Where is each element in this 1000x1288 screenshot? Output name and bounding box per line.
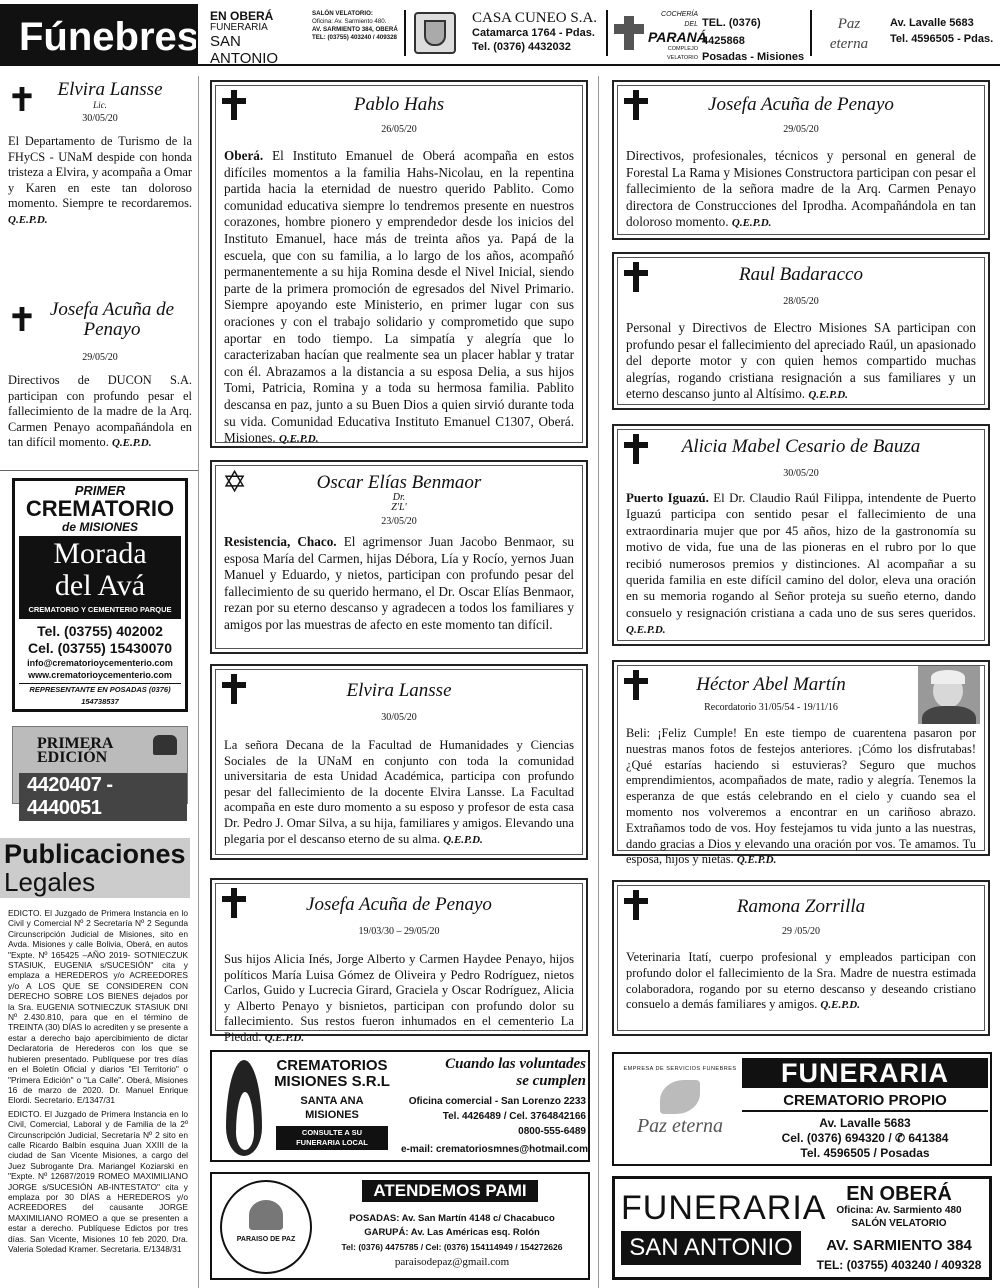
notice-title: Dr. [392,492,406,503]
notice-text: Directivos de DUCON S.A. participan con profundo pesar el fallecimiento de la madre de la Arq. Carmen Penayo acompañándola en tan difícil momento. [8,373,192,450]
notice-body [626,726,976,869]
notice-pablo-hahs [210,80,588,448]
ad-line: EN OBERÁ [846,1183,952,1205]
notice-name: Ramona Zorrilla [736,896,866,917]
ad-line: PARAISO DE PAZ [236,1236,296,1243]
notice-text: Personal y Directivos de Electro Misiones SA participan con profundo pesar el fallecimiento del apreciado Raúl, un apasionado del deporte motor y con quien hemos compartido muchas alegrías, rogando cristiana resignación a sus familiares y un eterno descanso junto al Altísimo. [626,320,976,402]
ad-line: Oficina: Av. Sarmiento 480. [312,18,387,25]
edict: EDICTO. El Juzgado de Primera Instancia en lo Civil y Comercial Nº 2 Secretaría Nº 2 Segunda Circunscripción Judicial de Misiones, sito en Avda. Misiones y calle Bolivia, Oberá, en autos "Expte. Nº 165425 –AÑO 2019- SOTNIECZUK STASIUK, EUGENIA s/SUCESIÓN" cita y emplaza a HEREDEROS y/o ACREEDORES y/o A LOS QUE SE CONSIDEREN CON DERECHO SOBRE LOS BIENES dejados por la Sra. EUGENIA SOTNIECZUK STASIUK DNI Nº 2.430.810, para que en el término de TREINTA (30) DÍAS lo acrediten y se presente a estar a derecho bajo apercibimiento de dictar Declaratoria de Herederos con los que se hubieren presentado. Publíquese por tres días en el Boletín Oficial y diarios "El Territorio" o "Primera Edición" o "La Calle". Oberá, Misiones 16 de marzo de 2020. Dr. Manuel Enrique Elordi. Secretario. E/1347/31 [8,908,188,1106]
notice-elvira-lansse [210,664,588,860]
notice-text: Directivos, profesionales, técnicos y personal en general de Forestal La Rama y Misiones Constructora participan con pesar el fallecimiento de la señora madre de la Arq. Carmen Penayo directora de Construcciones del Iprodha. Acompañándola en tan doloroso momento. [626,148,976,230]
notice-ramona-zorrilla [612,880,990,1036]
ad-line: EDICIÓN [37,749,108,766]
notice-text: La señora Decana de la Facultad de Humanidades y Ciencias Sociales de la UNaM en conjunto con toda la comunidad universitaria de esta Unidad Académica, participa con profundo pesar del fallecimiento de la docente Elvira Lansse. La Facultad acompaña en este duro momento a su esposo y profesor de esta casa Dr. Pedro J. Omar Silva, a su hija, familiares y amigos. Elevando una plegaria por el descanso eterno de su alma. [224,738,574,846]
notice-date: 30/05/20 [82,113,118,124]
notice-date: 30/05/20 [783,468,819,479]
ad-line: AV. SARMIENTO 384, OBERÁ [312,26,398,33]
ad-line: GARUPÁ: Av. Las Américas esq. Rolón [364,1227,540,1238]
san-antonio-contact [811,1183,987,1273]
ad-line: CREMATORIO [25,496,175,521]
notice-raul-badaracco [612,252,990,410]
dove-icon [249,1200,283,1230]
ad-title: ATENDEMOS PAMI [362,1180,538,1202]
star-of-david-icon: ✡ [222,465,248,500]
column-rule [198,76,199,1288]
notice-date: 29 /05/20 [781,926,821,937]
notice-text: Veterinaria Itatí, cuerpo profesional y empleados participan con profundo dolor el fallecimiento de la Sra. Madre de nuestra estimada colaboradora, rogando por su eterno descanso y deseando cristiano consuelo a demás familiares y amigos. [626,950,976,1012]
header-ad-paz-eterna [890,10,998,56]
notice-date: Recordatorio 31/05/54 - 19/11/16 [704,702,838,713]
page-header [0,0,1000,66]
notice-text: Beli: ¡Feliz Cumple! En este tiempo de cuarentena pasaron por nuestras manos fotos de festejos anteriores. ¡Cómo los disfrutabas! ¿Qué estarías haciendo si estuvieras? Seguro que muchos emprendimientos, acompañados de mate, radio y alegría. Tenemos la esperanza de que estás celebrando en el cielo y cuando sea el momento nos volveremos a encontrar en un cariñoso abrazo. Extrañamos todo de vos. Hoy festejamos tu vida junto a las nuestras, dando gracias a Dios y elevando una oración por vos. Te amamos. Tu esposa, hijos y nietas. [626,726,976,867]
municipal-shield-icon [414,12,456,54]
ad-title: FUNERARIA [621,1189,827,1227]
ad-line: Tel. (0376) 4432032 [472,41,571,53]
dove-icon [660,1080,700,1114]
paz-eterna-logo [622,1064,738,1160]
notice-body [626,320,976,404]
ad-line: Oficina: Av. Sarmiento 480 [836,1205,962,1216]
ad-line: TEL: (03755) 403240 / 409328 [312,34,397,41]
notice-body [224,952,574,1047]
ad-line: MISIONES S.R.L [274,1073,390,1090]
ad-line: Av. Lavalle 5683 [890,17,974,29]
ad-line: Paz eterna [636,1115,724,1137]
notice-name: Josefa Acuña de Penayo [49,299,175,340]
telephone-icon [153,735,177,755]
notice-tag: Z'L' [391,502,407,513]
notice-body [224,738,574,848]
notice-closing: Q.E.P.D. [808,389,848,402]
ad-line: info@crematorioycementerio.com [27,658,173,668]
notice-alicia-cesario [612,424,990,646]
ad-line: PRIMERA [37,735,114,752]
ad-line: Tel. 4596505 - Pdas. [890,33,994,45]
notice-closing: Q.E.P.D. [278,433,319,446]
header-ad-san-antonio-details [312,10,400,56]
sidebar-notice-penayo [8,300,192,452]
notice-hector-martin [612,660,990,867]
header-ad-casa-cuneo [472,10,602,56]
notice-text: El Departamento de Turismo de la FHyCS - UNaM despide con honda tristeza a Elvira, y acompaña a Omar y Karen en este tan doloroso momento. Siempre te recordaremos. [8,134,192,211]
notice-name: Alicia Mabel Cesario de Bauza [681,436,921,457]
notice-date: 30/05/20 [381,712,417,723]
notice-date: 29/05/20 [783,124,819,135]
notice-closing: Q.E.P.D. [736,854,777,867]
ad-line: REPRESENTANTE EN POSADAS (0376) 154738537 [19,683,181,708]
notice-date: 26/05/20 [381,124,417,135]
ad-line: Tel: (0376) 4475785 / Cel: (0376) 154114949 / 154272626 [341,1242,563,1252]
notice-closing: Q.E.P.D. [264,1031,305,1044]
ad-line: www.crematorioycementerio.com [28,670,172,680]
ad-line: PRIMER [74,483,126,498]
notice-text: El Instituto Emanuel de Oberá acompaña en estos difíciles momentos a la familia Hahs-Nicolau, en la repentina partida hacia la eternidad de nuestro querido Pablito. Como comunidad educativa siempre lo tendremos presente en nuestros corazones, hombre pionero y emprendedor desde los inicios del Instituto Emanuel, hace más de treinta años ya. Papá de la escuela, que con su familia, a lo largo de los años, acompañó permanentemente a su hija Romina desde el Nivel Inicial, siendo parte de la primera promoción de egresados del Nivel Primario. Siempre apoyando este Ministerio, en primer lugar con sus oraciones y con el trabajo solidario y comprometido que supo aportar en todo tiempo. La simpatía y alegría que lo caracterizaban hacían que realmente sea un placer hablar y tratar con él. Abrazamos a la distancia a su esposa Delia, a sus hijos Tomi, Patricia, Romina y a toda su hermosa familia. Pablito descansa en paz, junto a su Buen Dios a quien sirvió durante toda su vida. Comunidad Educativa Instituto Emanuel C1307, Oberá. Misiones. [224,148,574,446]
ad-line: SALÓN VELATORIO: [312,10,373,17]
paraiso-de-paz-ad [210,1172,590,1280]
ad-line: de MISIONES [61,520,138,534]
ad-line: POSADAS: Av. San Martín 4148 c/ Chacabuco [349,1213,555,1224]
notice-body [224,148,574,448]
column-rule [0,470,198,471]
ad-line: CREMATORIOS [276,1057,388,1074]
notice-closing: Q.E.P.D. [8,213,48,226]
notice-name: Pablo Hahs [353,94,445,115]
ad-line: Tel. (03755) 402002 [37,623,163,639]
notice-text: El agrimensor Juan Jacobo Benmaor, su esposa María del Carmen, hijas Débora, Lía y Rocío, yernos Juan Manuel y Eduardo, y nietos, participan con profundo pesar del fallecimiento de su querido hermano, el Dr. Oscar Elías Benmaor, rezan por su eterno descanso y agradecen a todos los familiares y amigos por las muestras de afecto en este momento tan difícil. [224,534,574,632]
notice-body [626,950,976,1014]
paz-eterna-contact [742,1116,988,1161]
notice-lead: Oberá. [224,148,264,163]
notice-name: Elvira Lansse [57,79,163,100]
notice-name: Josefa Acuña de Penayo [708,94,894,115]
primera-edicion-logo [37,737,113,765]
ad-line: Posadas - Misiones [702,51,805,63]
ad-line: TEL. (0376) 4425868 [702,17,761,47]
ad-line: del Avá [54,569,146,602]
notice-title: Lic. [93,100,107,110]
ad-line: Tel. 4596505 / Posadas [800,1146,930,1160]
notice-lead: Resistencia, Chaco. [224,534,337,549]
notice-lead: Puerto Iguazú. [626,491,709,505]
primera-edicion-ad [12,726,188,819]
ad-line: se cumplen [516,1073,586,1089]
ad-line: MISIONES [305,1109,359,1121]
brand-text: Paz eterna [829,16,869,52]
crematorios-name [268,1058,396,1150]
paz-eterna-logo [818,14,880,58]
notice-body [626,490,976,639]
ad-line: Cuando las voluntades [445,1056,586,1072]
section-title: Fúnebres [0,6,196,62]
notice-closing: Q.E.P.D. [626,624,666,637]
notice-oscar-benmaor [210,460,588,654]
cross-icon [12,87,31,111]
edict: EDICTO. El Juzgado de Primera Instancia en lo Civil, Comercial, Laboral y de Familia de la 2º Circunscripción Judicial, Secretaría Nº 2 sito en calle Ricardo Balbín esquina Juan XXIII de la ciudad de San Vicente Misiones, a cargo del Juez Subrogante Dra. Mariangel Koziarski en "Expte. Nº 12687/2019 ROMEO MAXIMILIANO JORGE s/SUCESIÓN AB-INTESTATO" cita y emplaza por 30 DÍAS a HEREDEROS y/o ACREEDORES del causante JORGE MAXIMILIANO ROMEO a que se presenten a estar a derecho. Publíquese Edictos por tres días. San Vicente, Misiones 10 feb 2020. Dra. Valeria Soledad Kramer. Secretaria. E/1348/31 [8,1108,188,1254]
notice-date: 28/05/20 [783,296,819,307]
ad-line: SALÓN VELATORIO [851,1218,947,1229]
header-ad-parana [702,10,806,63]
notice-closing: Q.E.P.D. [111,437,152,450]
notice-date: 23/05/20 [381,516,417,527]
crematorio-morada-ad [12,478,188,712]
notice-closing: Q.E.P.D. [731,217,772,230]
ad-badge: CONSULTE A SU FUNERARIA LOCAL [276,1126,388,1150]
paz-eterna-ad [612,1052,992,1166]
ad-line: FUNERARIA [210,22,268,33]
crematorios-misiones-ad [210,1050,590,1162]
header-ad-san-antonio [210,9,310,67]
ad-line: EN OBERÁ [210,9,274,23]
ad-line: Cel. (03755) 15430070 [28,640,172,656]
notice-name: Raul Badaracco [738,264,863,285]
notice-name: Elvira Lansse [346,680,452,701]
notice-body [8,373,192,452]
notice-name: Josefa Acuña de Penayo [306,894,492,915]
ad-dark-band [19,536,181,619]
ad-line: Oficina comercial - San Lorenzo 2233 [408,1096,586,1107]
legales-title: Legales [4,867,96,897]
cross-icon [12,307,31,331]
ad-line: Av. Lavalle 5683 [819,1116,911,1130]
ad-line: SANTA ANA [300,1095,364,1107]
ad-line: Tel. 4426489 / Cel. 3764842166 [442,1111,586,1122]
ad-phones: 4420407 - 4440051 [19,773,187,821]
ad-line: Catamarca 1764 - Pdas. [472,27,595,39]
ad-line: COMPLEJO VELATORIO [667,46,698,61]
legales-title: Publicaciones [4,839,186,869]
column-rule [598,76,599,1288]
notice-closing: Q.E.P.D. [443,833,483,846]
notice-date: 29/05/20 [82,352,118,363]
notice-body [626,148,976,232]
cross-logo-icon [614,16,644,50]
notice-penayo-family [210,878,588,1044]
ad-email: e-mail: crematoriosmnes@hotmail.com [400,1144,588,1155]
notice-text: El Dr. Claudio Raúl Filippa, intendente de Puerto Iguazú participa con sentido pesar el fallecimiento de una extraordinaria mujer que por 45 años, hizo de la gastronomía su motivo de vida, fue una de las pioneras en el rubro por lo que recibió numerosos premios y distinciones. Al acompañar a su querida familia en este difícil camino del dolor, eleva una oración en su memoria rogando al Señor proteja su sueño eterno, dando consuelo y resignación cristiana a cada uno de sus seres queridos. [626,491,976,620]
header-divider [404,10,406,56]
header-ad-parana-brand [648,10,707,61]
sidebar-notice-lansse [8,80,192,229]
legales-list [8,908,188,1254]
ad-line: Cel. (0376) 694320 / ✆ 641384 [781,1131,949,1145]
ad-line: 0800-555-6489 [518,1126,586,1137]
ad-line: EMPRESA DE SERVICIOS FUNEBRES [623,1066,737,1072]
notice-text: Sus hijos Alicia Inés, Jorge Alberto y Carmen Haydee Penayo, hijos políticos María Luisa Gómez de Oliveira y Pedro Rodríguez, nietos Carlos, Guido y Lucrecia Girard, Graciela y Oscar Rodríguez, Alicia y Alberto Penayo y bisnietos, participan con profundo dolor su fallecimiento. Sus restos fueron inhumados en el cementerio La Piedad. [224,952,574,1044]
ad-line: TEL: (03755) 403240 / 409328 [816,1258,982,1272]
notice-body [224,534,574,634]
ad-line: PARANÁ [648,29,707,45]
paraiso-contact [316,1212,588,1270]
notice-name: Héctor Abel Martín [696,674,846,695]
ad-line: CREMATORIO Y CEMENTERIO PARQUE [28,605,172,614]
ad-line: Morada [53,537,147,570]
paraiso-logo [220,1180,312,1274]
ad-line: AV. SARMIENTO 384 [826,1237,972,1254]
ad-line: CASA CUNEO S.A. [472,10,598,26]
ad-title: FUNERARIA [742,1058,988,1088]
crematorios-contact [400,1056,586,1139]
funeraria-san-antonio-ad [612,1176,992,1280]
notice-name: Oscar Elías Benmaor [316,472,482,493]
ad-line: SAN ANTONIO [210,33,279,67]
ad-line: CREMATORIO PROPIO [742,1092,988,1112]
header-divider [606,10,608,56]
notice-date: 19/03/30 – 29/05/20 [358,926,440,937]
notice-penayo-forestal [612,80,990,240]
legales-header [0,838,190,898]
notice-closing: Q.E.P.D. [820,999,860,1012]
ad-line: COCHERÍA DEL [661,11,698,28]
header-divider [810,10,812,56]
notice-body [8,134,192,229]
portrait-photo [918,666,980,724]
ad-line: paraisodepaz@gmail.com [394,1256,510,1268]
ad-title: SAN ANTONIO [621,1231,801,1265]
